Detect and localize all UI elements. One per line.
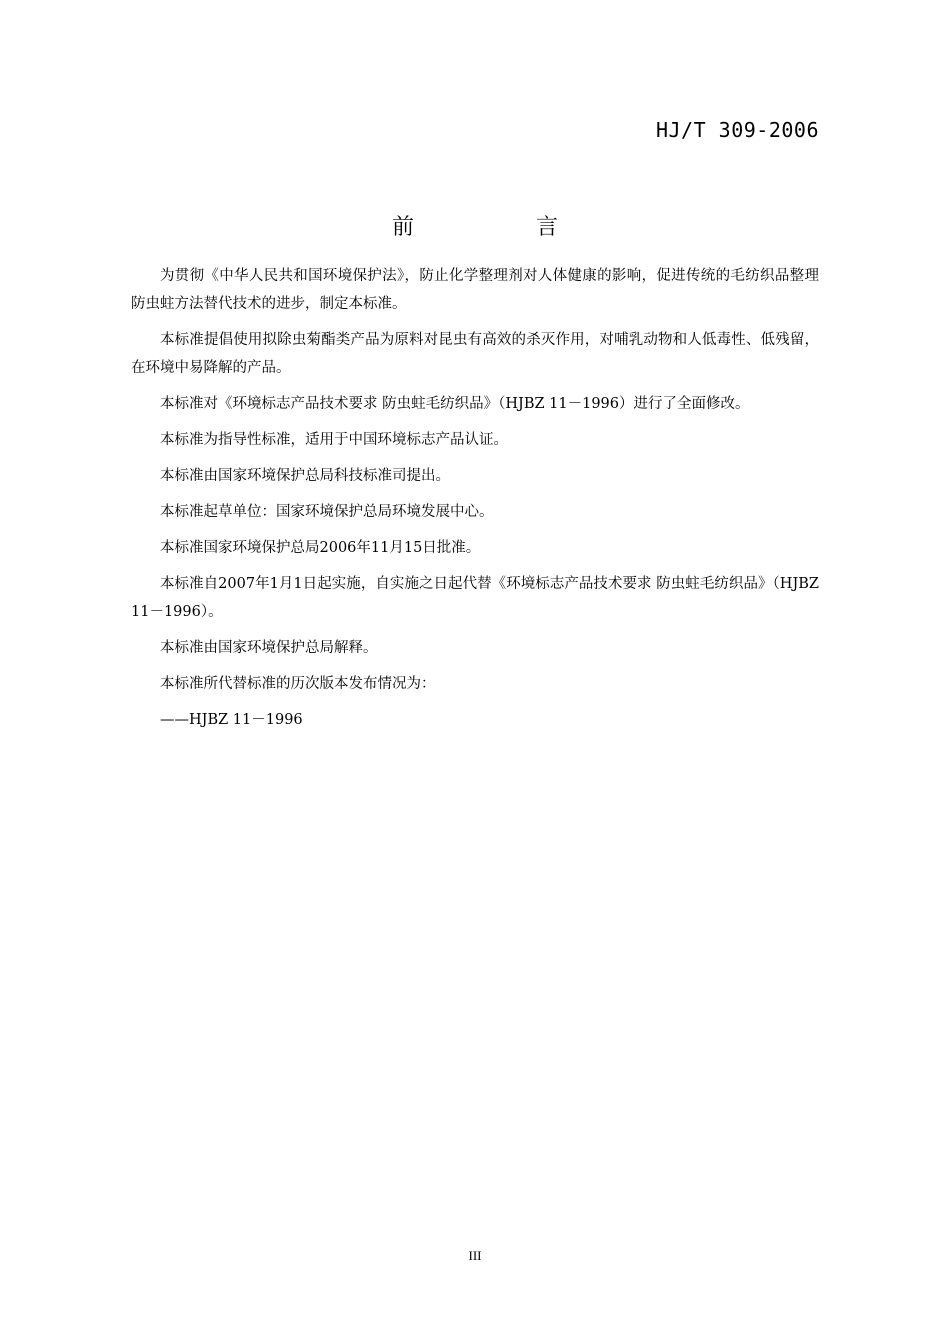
- paragraph-implementation: 本标准自2007年1月1日起实施，自实施之日起代替《环境标志产品技术要求 防虫蛀毛纺织品》（HJBZ 11－1996）。: [131, 576, 819, 620]
- paragraph-proposer: 本标准由国家环境保护总局科技标准司提出。: [160, 468, 450, 484]
- page-title: 前 言: [391, 215, 608, 240]
- paragraph-history-intro: 本标准所代替标准的历次版本发布情况为：: [160, 676, 436, 692]
- paragraph-approval: 本标准国家环境保护总局2006年11月15日批准。: [160, 540, 481, 556]
- paragraph-interpretation: 本标准由国家环境保护总局解释。: [160, 640, 378, 656]
- paragraph-revision: 本标准对《环境标志产品技术要求 防虫蛀毛纺织品》（HJBZ 11－1996）进行了全面修改。: [160, 396, 750, 412]
- page-number: III: [468, 1248, 482, 1263]
- standard-code: HJ/T 309-2006: [655, 118, 819, 142]
- foreword-body: [131, 262, 819, 742]
- paragraph-purpose: 为贯彻《中华人民共和国环境保护法》，防止化学整理剂对人体健康的影响，促进传统的毛纺织品整理防虫蛀方法替代技术的进步，制定本标准。: [131, 268, 819, 312]
- paragraph-history-item: ——HJBZ 11－1996: [160, 712, 303, 728]
- paragraph-advocacy: 本标准提倡使用拟除虫菊酯类产品为原料对昆虫有高效的杀灭作用，对哺乳动物和人低毒性、低残留，在环境中易降解的产品。: [131, 332, 819, 376]
- paragraph-drafter: 本标准起草单位：国家环境保护总局环境发展中心。: [160, 504, 494, 520]
- paragraph-guidance: 本标准为指导性标准，适用于中国环境标志产品认证。: [160, 432, 508, 448]
